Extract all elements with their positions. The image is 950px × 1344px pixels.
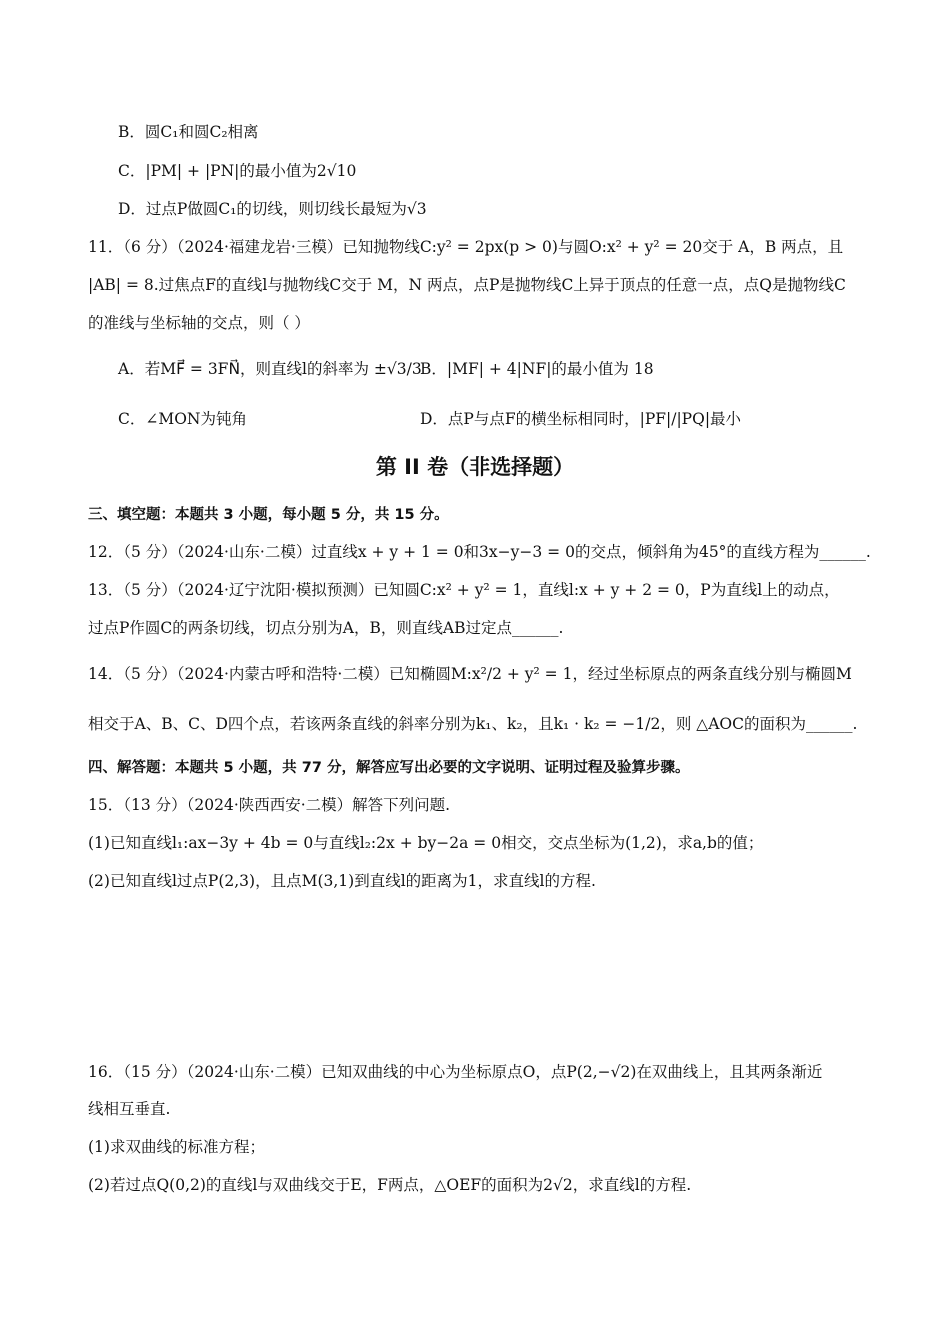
q11-option-b: B．|MF| + 4|NF|的最小值为 18 xyxy=(420,360,654,378)
q16-line-2: 线相互垂直. xyxy=(88,1100,171,1118)
part-2-title: 第 II 卷（非选择题） xyxy=(375,455,575,479)
q16-line-4: (2)若过点Q(0,2)的直线l与双曲线交于E，F两点，△OEF的面积为2√2，求直线l的方程. xyxy=(88,1176,692,1194)
q11-stem-line-1: 11．（6 分）（2024·福建龙岩·三模）已知抛物线C:y² = 2px(p > 0)与圆O:x² + y² = 20交于 A，B 两点，且 xyxy=(88,238,844,256)
q15-line-2: (1)已知直线l₁:ax−3y + 4b = 0与直线l₂:2x + by−2a = 0相交，交点坐标为(1,2)，求a,b的值； xyxy=(88,834,764,852)
q14-line-2: 相交于A、B、C、D四个点，若该两条直线的斜率分别为k₁、k₂，且k₁ · k₂ = −1/2，则 △AOC的面积为______. xyxy=(88,715,858,733)
q16-line-1: 16．（15 分）（2024·山东·二模）已知双曲线的中心为坐标原点O，点P(2,−√2)在双曲线上，且其两条渐近 xyxy=(88,1063,823,1081)
section-4-heading: 四、解答题：本题共 5 小题，共 77 分，解答应写出必要的文字说明、证明过程及验算步骤。 xyxy=(88,760,690,776)
q14-line-1: 14．（5 分）（2024·内蒙古呼和浩特·二模）已知椭圆M:x²/2 + y² = 1，经过坐标原点的两条直线分别与椭圆M xyxy=(88,665,852,683)
q16-line-3: (1)求双曲线的标准方程； xyxy=(88,1138,265,1156)
q11-stem-line-2: |AB| = 8.过焦点F的直线l与抛物线C交于 M，N 两点，点P是抛物线C上异于顶点的任意一点，点Q是抛物线C xyxy=(88,276,846,294)
q11-option-a: A．若MF⃗ = 3FN⃗，则直线l的斜率为 ±√3/3 xyxy=(118,360,422,378)
q13-line-1: 13．（5 分）（2024·辽宁沈阳·模拟预测）已知圆C:x² + y² = 1，直线l:x + y + 2 = 0，P为直线l上的动点， xyxy=(88,581,840,599)
section-3-heading: 三、填空题：本题共 3 小题，每小题 5 分，共 15 分。 xyxy=(88,507,449,523)
q11-option-c: C．∠MON为钝角 xyxy=(118,410,247,428)
q15-line-3: (2)已知直线l过点P(2,3)，且点M(3,1)到直线l的距离为1，求直线l的方程. xyxy=(88,872,596,890)
q11-stem-line-3: 的准线与坐标轴的交点，则（ ） xyxy=(88,314,310,332)
q10-option-b: B．圆C₁和圆C₂相离 xyxy=(118,123,259,141)
q15-line-1: 15．（13 分）（2024·陕西西安·二模）解答下列问题. xyxy=(88,796,451,814)
q10-option-c: C．|PM| + |PN|的最小值为2√10 xyxy=(118,162,357,180)
q11-option-d: D．点P与点F的横坐标相同时，|PF|/|PQ|最小 xyxy=(420,410,742,428)
q10-option-d: D．过点P做圆C₁的切线，则切线长最短为√3 xyxy=(118,200,427,218)
q12-text: 12．（5 分）（2024·山东·二模）过直线x + y + 1 = 0和3x−y−3 = 0的交点，倾斜角为45°的直线方程为______. xyxy=(88,543,871,561)
q13-line-2: 过点P作圆C的两条切线，切点分别为A，B，则直线AB过定点______. xyxy=(88,619,564,637)
